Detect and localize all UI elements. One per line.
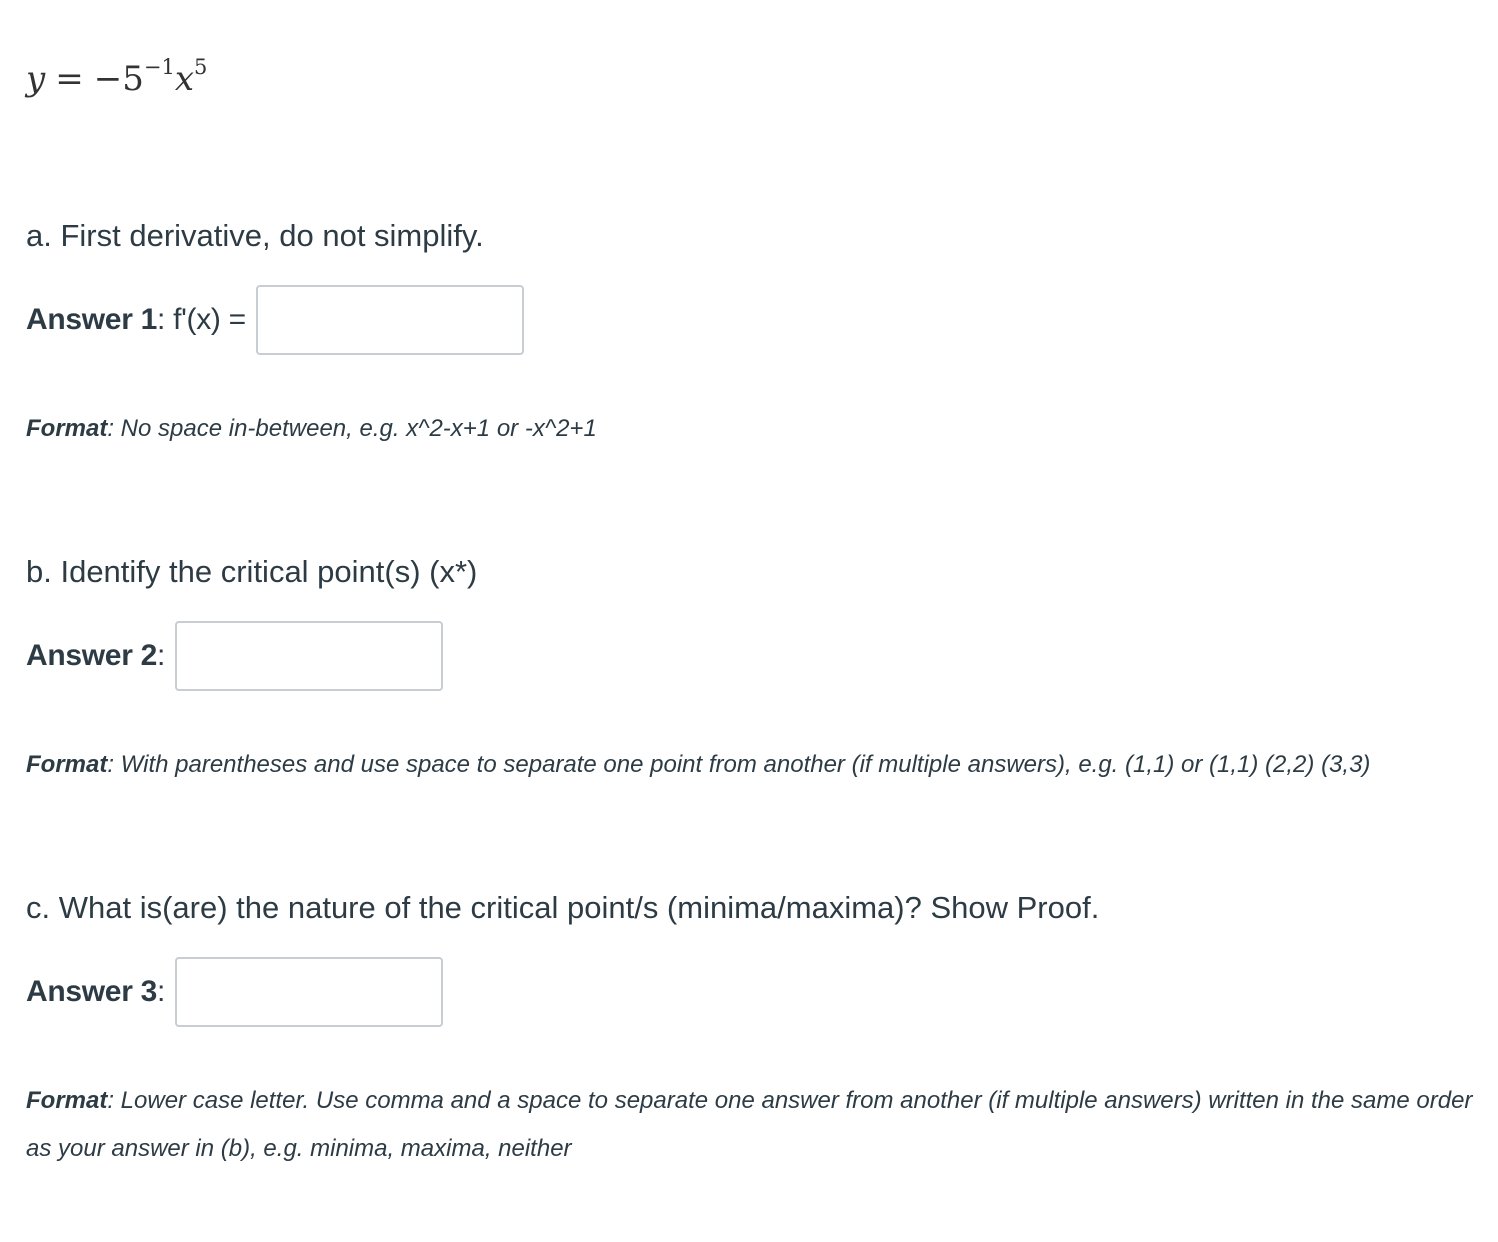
equation-lhs: y: [26, 59, 46, 99]
equation-base-exponent: −1: [143, 54, 175, 79]
format-c-text: : Lower case letter. Use comma and a space to separate one answer from another (if multiple answers) written in the same order as your answer in (b), e.g. minima, maxima, neither: [26, 1087, 1473, 1162]
answer-2-label: [26, 639, 165, 673]
answer-3-row: [26, 954, 443, 1030]
answer-1-label-bold: Answer 1: [26, 303, 157, 336]
equation-variable-exponent: 5: [194, 54, 208, 79]
answer-1-row: [26, 282, 524, 358]
answer-1-input[interactable]: [256, 285, 524, 355]
format-b-label: Format: [26, 751, 108, 778]
format-b: [26, 741, 1476, 789]
answer-2-row: [26, 618, 443, 694]
format-a: [26, 405, 1476, 453]
answer-1-label: [26, 303, 246, 337]
answer-3-label-suffix: :: [157, 975, 166, 1008]
answer-3-label-bold: Answer 3: [26, 975, 157, 1008]
answer-3-label: [26, 975, 165, 1009]
question-a: a. First derivative, do not simplify.: [26, 218, 484, 253]
answer-2-label-suffix: :: [157, 639, 166, 672]
format-c-label: Format: [26, 1087, 108, 1114]
equation-minus: −: [93, 59, 123, 99]
answer-2-label-bold: Answer 2: [26, 639, 157, 672]
equation-base: 5: [122, 59, 144, 99]
format-a-text: : No space in-between, e.g. x^2-x+1 or -x^2+1: [107, 415, 597, 442]
format-c: [26, 1077, 1476, 1173]
function-equation: [26, 54, 208, 99]
format-a-label: Format: [26, 415, 108, 442]
answer-1-label-suffix: : f'(x) =: [157, 303, 246, 336]
equation-variable: x: [174, 59, 195, 99]
format-b-text: : With parentheses and use space to separate one point from another (if multiple answers), e.g. (1,1) or (1,1) (2,2) (3,3): [107, 751, 1371, 778]
equation-equals: =: [55, 59, 84, 99]
question-c: c. What is(are) the nature of the critical point/s (minima/maxima)? Show Proof.: [26, 890, 1100, 925]
answer-2-input[interactable]: [175, 621, 443, 691]
answer-3-input[interactable]: [175, 957, 443, 1027]
question-b: b. Identify the critical point(s) (x*): [26, 554, 478, 589]
